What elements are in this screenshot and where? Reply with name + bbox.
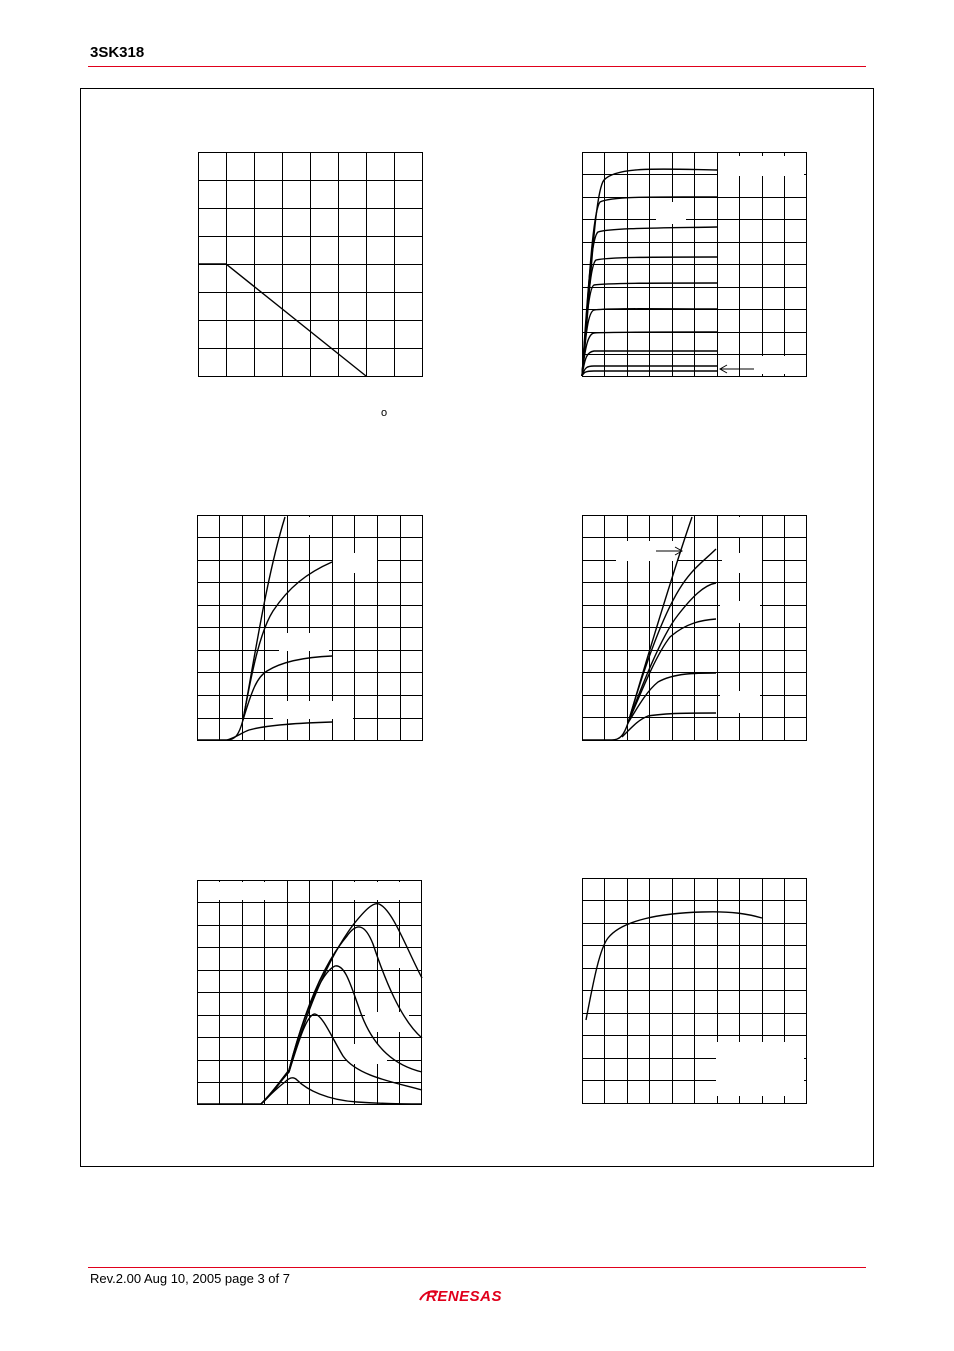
bottom-left-mask-3 <box>381 948 419 968</box>
renesas-logo <box>418 1286 538 1306</box>
bottom-left-mask-4 <box>365 1012 409 1032</box>
footer-revision: Rev.2.00 Aug 10, 2005 page 3 of 7 <box>90 1271 290 1286</box>
graph-top-right-label-mask-3 <box>742 356 804 374</box>
mid-left-mask-4 <box>273 701 353 719</box>
logo-wordmark: RENESAS <box>426 1288 503 1305</box>
graph-bottom-right-curve <box>586 912 762 1020</box>
graph-top-right <box>582 152 808 378</box>
graph-bottom-left-grid <box>197 880 422 1105</box>
degree-symbol: o <box>381 407 388 419</box>
header-rule <box>88 66 866 67</box>
graph-mid-left <box>197 515 424 742</box>
mid-left-mask-3 <box>279 633 329 651</box>
mid-left-mask-2 <box>333 553 377 573</box>
graph-top-left-grid <box>198 152 423 377</box>
curve-5 <box>261 1078 422 1104</box>
mid-left-mask-1 <box>289 517 331 535</box>
mid-right-mask-4 <box>720 601 760 623</box>
mid-right-mask-2 <box>718 517 762 537</box>
graph-mid-right-grid <box>582 515 807 741</box>
mid-right-mask-3 <box>722 553 762 573</box>
graph-top-left <box>198 152 424 378</box>
bottom-left-mask-2 <box>333 882 417 900</box>
page-header-part-number: 3SK318 <box>90 44 145 61</box>
mid-right-mask-5 <box>720 691 760 713</box>
bottom-left-mask-1 <box>199 882 279 900</box>
graph-top-right-label-mask <box>718 156 804 176</box>
graph-top-right-label-mask-2 <box>656 202 686 224</box>
graph-bottom-right <box>582 878 808 1105</box>
graph-bottom-left <box>197 880 423 1106</box>
footer-rule <box>88 1267 866 1268</box>
curve-1 <box>197 517 285 740</box>
bottom-right-mask <box>716 1042 804 1096</box>
curve-6 <box>622 713 716 737</box>
graph-top-right-grid <box>582 152 807 377</box>
graph-mid-right <box>582 515 808 742</box>
